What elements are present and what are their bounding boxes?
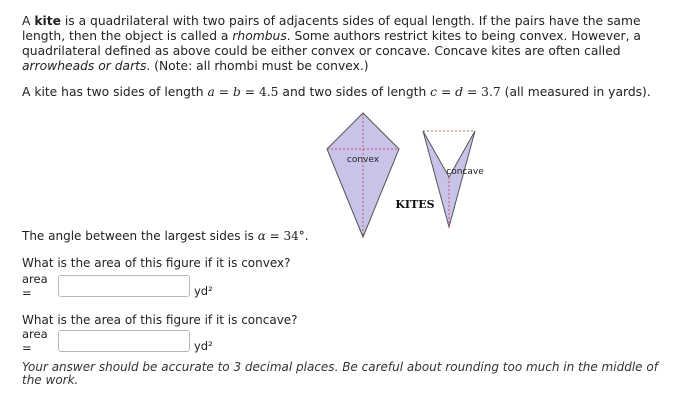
intro-text: . (Note: all rhombi must be convex.) bbox=[146, 59, 369, 73]
angle-symbol: α = bbox=[257, 229, 284, 243]
kites-title: KITES bbox=[395, 198, 435, 211]
side-equation-ab: a = b = bbox=[207, 85, 259, 99]
angle-value: 34° bbox=[283, 229, 305, 243]
concave-area-input[interactable] bbox=[58, 330, 190, 352]
side-text: and two sides of length bbox=[278, 85, 431, 99]
angle-text: . bbox=[304, 229, 309, 243]
convex-question: What is the area of this figure if it is convex? bbox=[22, 256, 291, 270]
angle-text: The angle between the largest sides is bbox=[22, 229, 258, 243]
concave-question: What is the area of this figure if it is concave? bbox=[22, 313, 298, 327]
angle-statement bbox=[22, 229, 309, 243]
concave-area-unit: yd² bbox=[194, 339, 213, 353]
kite-term: kite bbox=[34, 14, 61, 28]
side-lengths-statement bbox=[22, 85, 682, 99]
rhombus-term: rhombus bbox=[232, 29, 287, 43]
convex-area-input[interactable] bbox=[58, 275, 190, 297]
side-text: A kite has two sides of length bbox=[22, 85, 208, 99]
convex-area-unit: yd² bbox=[194, 284, 213, 298]
convex-label: convex bbox=[346, 155, 380, 165]
side-equation-cd: c = d = bbox=[430, 85, 482, 99]
arrowheads-term: arrowheads or darts bbox=[22, 59, 147, 73]
concave-label: concave bbox=[446, 167, 484, 177]
side-value-ab: 4.5 bbox=[258, 85, 279, 99]
convex-answer-row bbox=[22, 272, 213, 300]
accuracy-note: Your answer should be accurate to 3 decimal places. Be careful about rounding too much in the middle of the work. bbox=[22, 360, 658, 387]
side-value-cd: 3.7 bbox=[481, 85, 501, 99]
kites-figure bbox=[325, 105, 505, 245]
intro-text: is a quadrilateral with two pairs of adjacents sides of equal length. If the pairs have the same length, then the object is called a bbox=[22, 14, 641, 43]
intro-paragraph bbox=[22, 14, 662, 74]
side-text: (all measured in yards). bbox=[500, 85, 651, 99]
intro-text: . Some authors restrict kites to being convex. However, a quadrilateral defined as above could be either convex or concave. Concave kites are often called bbox=[22, 29, 641, 58]
convex-area-label: area = bbox=[22, 272, 48, 300]
intro-text: A bbox=[22, 14, 35, 28]
concave-answer-row bbox=[22, 327, 213, 355]
concave-area-label: area = bbox=[22, 327, 48, 355]
